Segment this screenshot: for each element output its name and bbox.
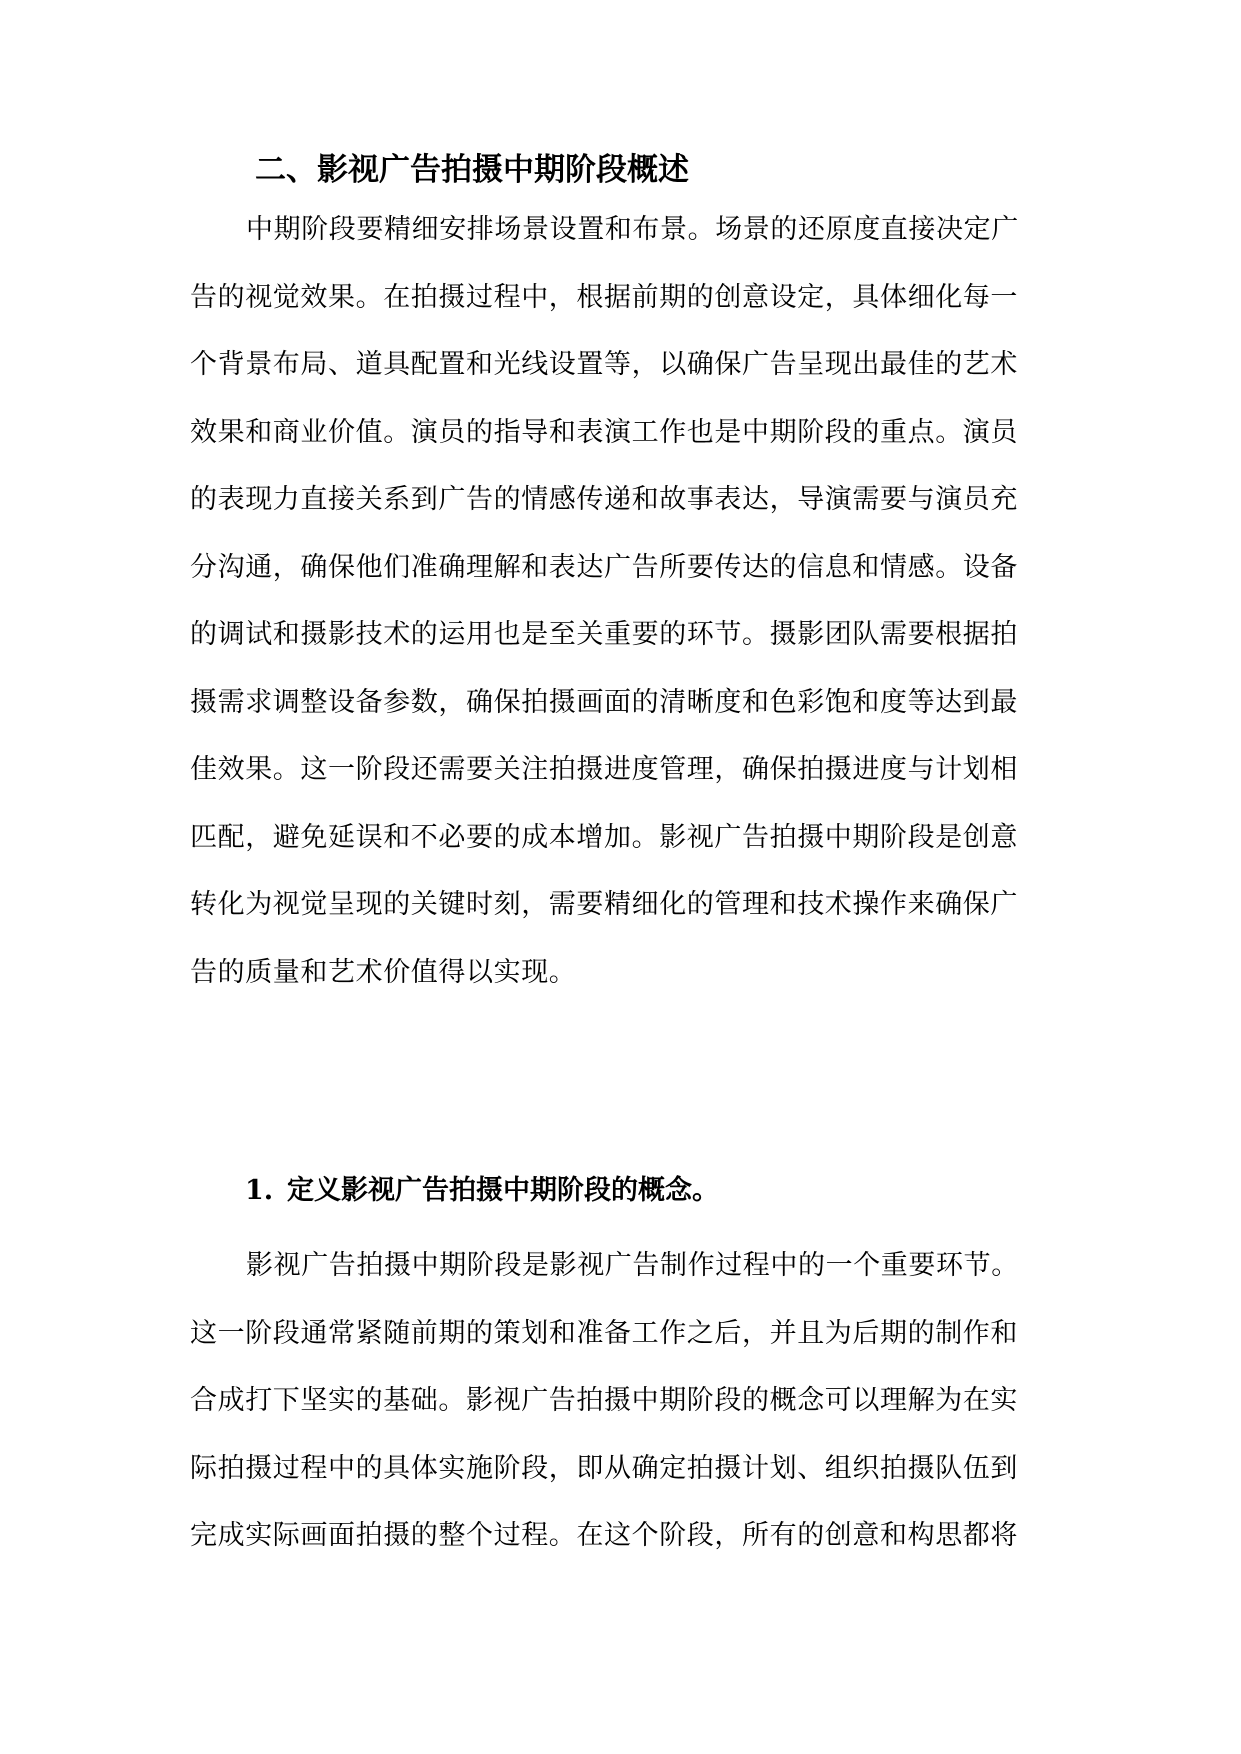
paragraph-line: 摄需求调整设备参数，确保拍摄画面的清晰度和色彩饱和度等达到最 — [190, 687, 1018, 718]
subsection-title: 定义影视广告拍摄中期阶段的概念。 — [287, 1175, 719, 1206]
paragraph-line: 告的视觉效果。在拍摄过程中，根据前期的创意设定，具体细化每一 — [190, 282, 1018, 313]
paragraph-line: 的表现力直接关系到广告的情感传递和故事表达，导演需要与演员充 — [190, 484, 1018, 515]
paragraph-line: 个背景布局、道具配置和光线设置等，以确保广告呈现出最佳的艺术 — [190, 349, 1018, 380]
paragraph-line: 际拍摄过程中的具体实施阶段，即从确定拍摄计划、组织拍摄队伍到 — [190, 1453, 1018, 1484]
section-heading: 二、影视广告拍摄中期阶段概述 — [255, 152, 689, 188]
subsection-heading — [245, 1173, 719, 1209]
paragraph-line: 分沟通，确保他们准确理解和表达广告所要传达的信息和情感。设备 — [190, 552, 1018, 583]
paragraph-line: 的调试和摄影技术的运用也是至关重要的环节。摄影团队需要根据拍 — [190, 619, 1018, 650]
paragraph-line: 匹配，避免延误和不必要的成本增加。影视广告拍摄中期阶段是创意 — [190, 822, 1018, 853]
paragraph-line: 佳效果。这一阶段还需要关注拍摄进度管理，确保拍摄进度与计划相 — [190, 754, 1018, 785]
paragraph-line: 影视广告拍摄中期阶段是影视广告制作过程中的一个重要环节。 — [246, 1250, 1019, 1281]
paragraph-line: 完成实际画面拍摄的整个过程。在这个阶段，所有的创意和构思都将 — [190, 1520, 1018, 1551]
paragraph-line: 转化为视觉呈现的关键时刻，需要精细化的管理和技术操作来确保广 — [190, 889, 1018, 920]
paragraph-line: 告的质量和艺术价值得以实现。 — [190, 957, 577, 988]
paragraph-line: 这一阶段通常紧随前期的策划和准备工作之后，并且为后期的制作和 — [190, 1318, 1018, 1349]
paragraph-line: 中期阶段要精细安排场景设置和布景。场景的还原度直接决定广 — [246, 214, 1019, 245]
subsection-number: 1. — [245, 1175, 274, 1206]
paragraph-line: 合成打下坚实的基础。影视广告拍摄中期阶段的概念可以理解为在实 — [190, 1385, 1018, 1416]
paragraph-line: 效果和商业价值。演员的指导和表演工作也是中期阶段的重点。演员 — [190, 417, 1018, 448]
